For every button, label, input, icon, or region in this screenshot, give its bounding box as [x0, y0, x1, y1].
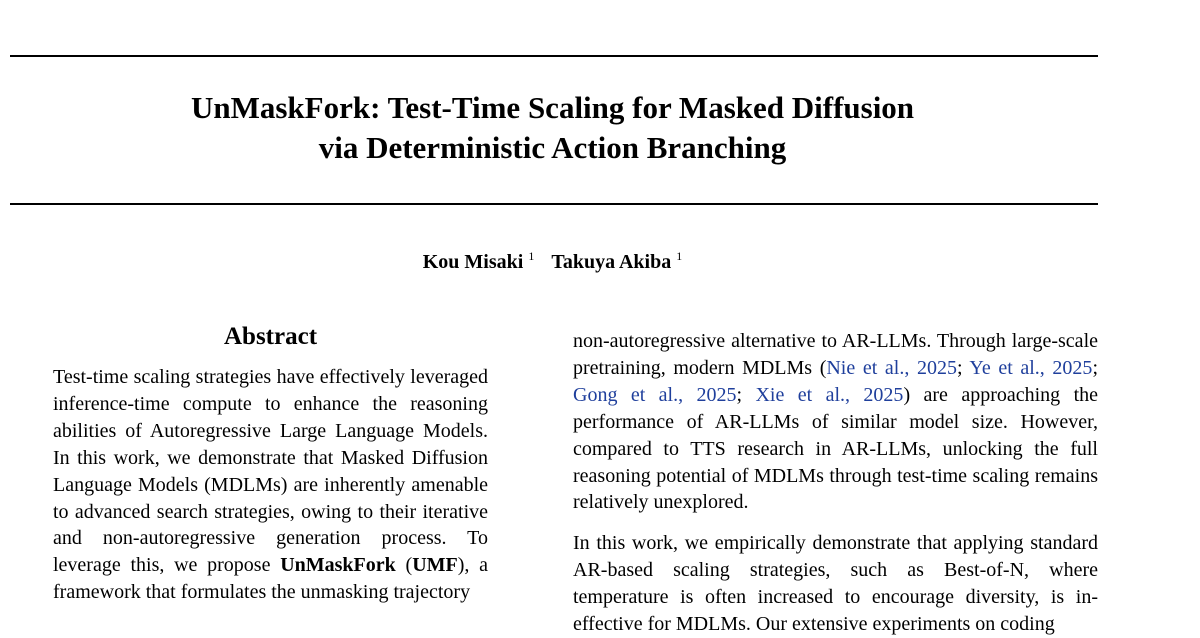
intro-paragraph-2: In this work, we empirically demonstrate that applying standard AR-based scaling strategies, such as Best-of-N, where temperature is often increased to encourage diversity, is ineffective for MDLMs. Our extensive experiments on coding: [573, 532, 1098, 636]
abstract-text-part: ), a framework that formulates the unmasking trajectory: [53, 554, 489, 604]
citation-link[interactable]: Nie et al., 2025: [826, 356, 957, 379]
left-column: [53, 323, 488, 606]
method-abbrev: UMF: [412, 554, 458, 577]
author-name: Kou Misaki: [422, 251, 524, 273]
title-line-1: UnMaskFork: Test-Time Scaling for Masked Diffusion: [190, 90, 915, 125]
citation-link[interactable]: Gong et al., 2025: [573, 383, 737, 406]
right-column: [573, 328, 1098, 638]
abstract-heading: Abstract: [223, 323, 318, 350]
author-1: [423, 251, 535, 273]
author-2: [551, 251, 682, 273]
abstract-text-part: Test-time scaling strategies have effectively leveraged inference-time compute to enhance the reasoning abilities of Autoregressive Large Language Models. In this work, we demonstrate that Masked Diffusion Language Models (MDLMs) are inherently amenable to advanced search strategies, owing to their iterative and non-autoregressive generation process. To leverage this, we propose: [53, 366, 488, 577]
abstract-text: [53, 364, 488, 606]
method-name: UnMaskFork: [280, 554, 396, 577]
abstract-text-part: (: [395, 554, 413, 577]
title-top-rule: [10, 55, 1098, 57]
intro-text: non-autoregressive alternative to AR-LLMs. Through large-scale pretraining, modern MDLMs (: [573, 330, 1098, 379]
intro-text: ) are approaching the performance of AR-LLMs of similar model size. However, compared to TTS research in AR-LLMs, unlocking the full reasoning potential of MDLMs through test-time scaling remains relatively unexplored.: [573, 383, 1098, 514]
paper-title: [0, 88, 1105, 168]
title-line-2: via Deterministic Action Branching: [318, 130, 787, 165]
title-bottom-rule: [10, 203, 1098, 205]
author-affiliation: 1: [528, 249, 535, 263]
citation-link[interactable]: Ye et al., 2025: [969, 356, 1093, 379]
citation-link[interactable]: Xie et al., 2025: [755, 383, 904, 406]
author-list: [0, 249, 1105, 274]
intro-paragraph-1: non-autoregressive alternative to AR-LLMs. Through large-scale pretraining, modern MDLMs (Nie et al., 2025; Ye et al., 2025; Gong et al., 2025; Xie et al., 2025) are approaching the performance of AR-LLMs of similar model size. However, compared to TTS research in AR-LLMs, unlocking the full reasoning potential of MDLMs through test-time scaling remains relatively unexplored.: [573, 330, 1098, 514]
author-name: Takuya Akiba: [551, 251, 672, 273]
author-affiliation: 1: [676, 249, 683, 263]
